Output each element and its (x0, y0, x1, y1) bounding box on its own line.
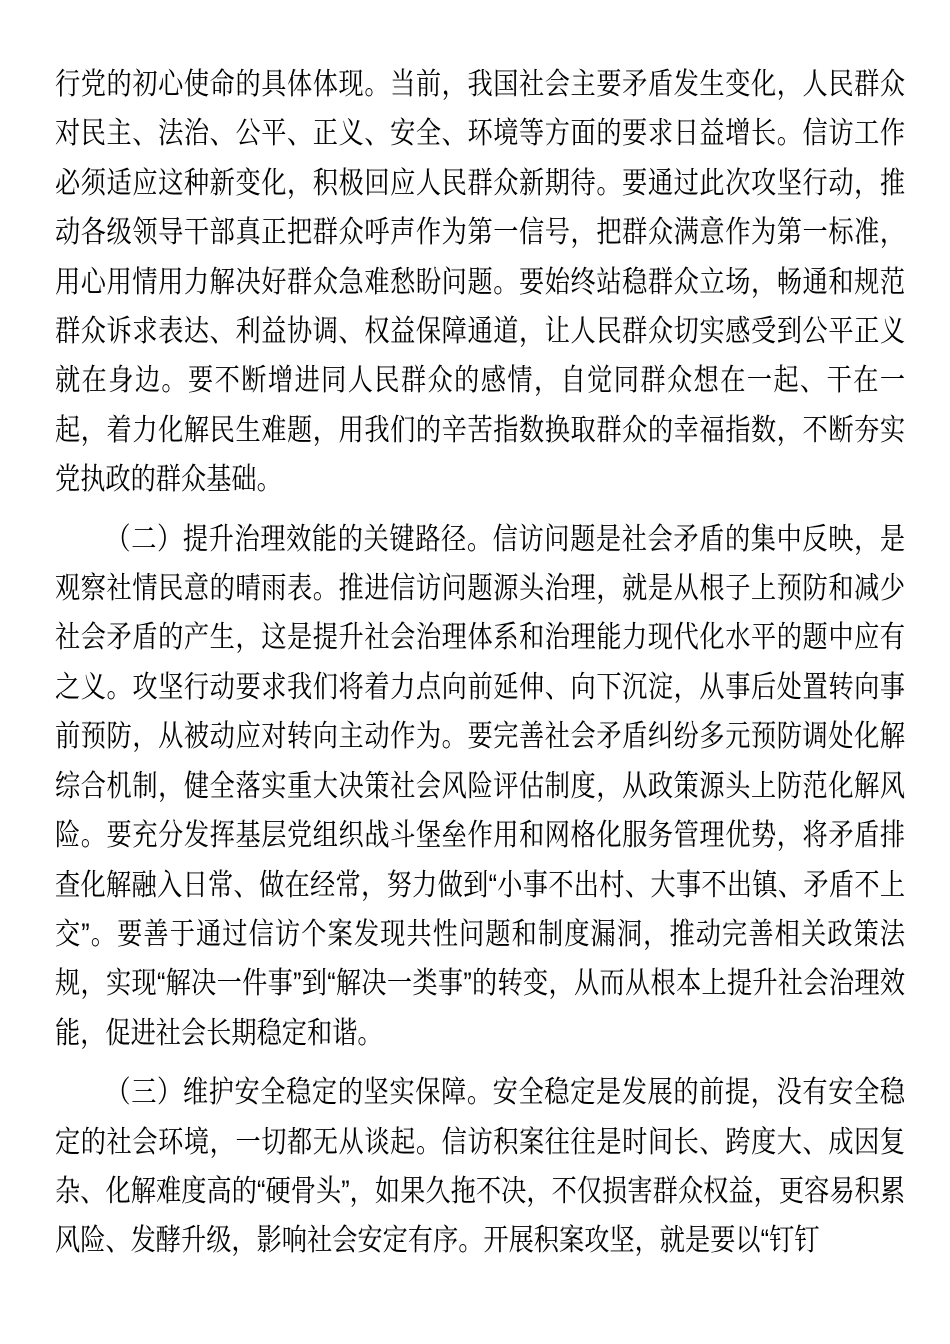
body-paragraph-section-3: （三）维护安全稳定的坚实保障。安全稳定是发展的前提，没有安全稳定的社会环境，一切都无从谈起。信访积案往往是时间长、跨度大、成因复杂、化解难度高的“硬骨头”，如果久拖不决，不仅损害群众权益，更容易积累风险、发酵升级，影响社会安定有序。开展积案攻坚，就是要以“钉钉 (55, 1076, 906, 1258)
body-paragraph-section-2: （二）提升治理效能的关键路径。信访问题是社会矛盾的集中反映，是观察社情民意的晴雨表。推进信访问题源头治理，就是从根子上预防和减少社会矛盾的产生，这是提升社会治理体系和治理能力现代化水平的题中应有之义。攻坚行动要求我们将着力点向前延伸、向下沉淀，从事后处置转向事前预防，从被动应对转向主动作为。要完善社会矛盾纠纷多元预防调处化解综合机制，健全落实重大决策社会风险评估制度，从政策源头上防范化解风险。要充分发挥基层党组织战斗堡垒作用和网格化服务管理优势，将矛盾排查化解融入日常、做在经常，努力做到“小事不出村、大事不出镇、矛盾不上交”。要善于通过信访个案发现共性问题和制度漏洞，推动完善相关政策法规，实现“解决一件事”到“解决一类事”的转变，从而从根本上提升社会治理效能，促进社会长期稳定和谐。 (55, 522, 906, 1050)
body-paragraph-continuation: 行党的初心使命的具体体现。当前，我国社会主要矛盾发生变化，人民群众对民主、法治、公平、正义、安全、环境等方面的要求日益增长。信访工作必须适应这种新变化，积极回应人民群众新期待。要通过此次攻坚行动，推动各级领导干部真正把群众呼声作为第一信号，把群众满意作为第一标准，用心用情用力解决好群众急难愁盼问题。要始终站稳群众立场，畅通和规范群众诉求表达、利益协调、权益保障通道，让人民群众切实感受到公平正义就在身边。要不断增进同人民群众的感情，自觉同群众想在一起、干在一起，着力化解民生难题，用我们的辛苦指数换取群众的幸福指数，不断夯实党执政的群众基础。 (55, 68, 906, 497)
document-text-block (55, 60, 905, 1276)
